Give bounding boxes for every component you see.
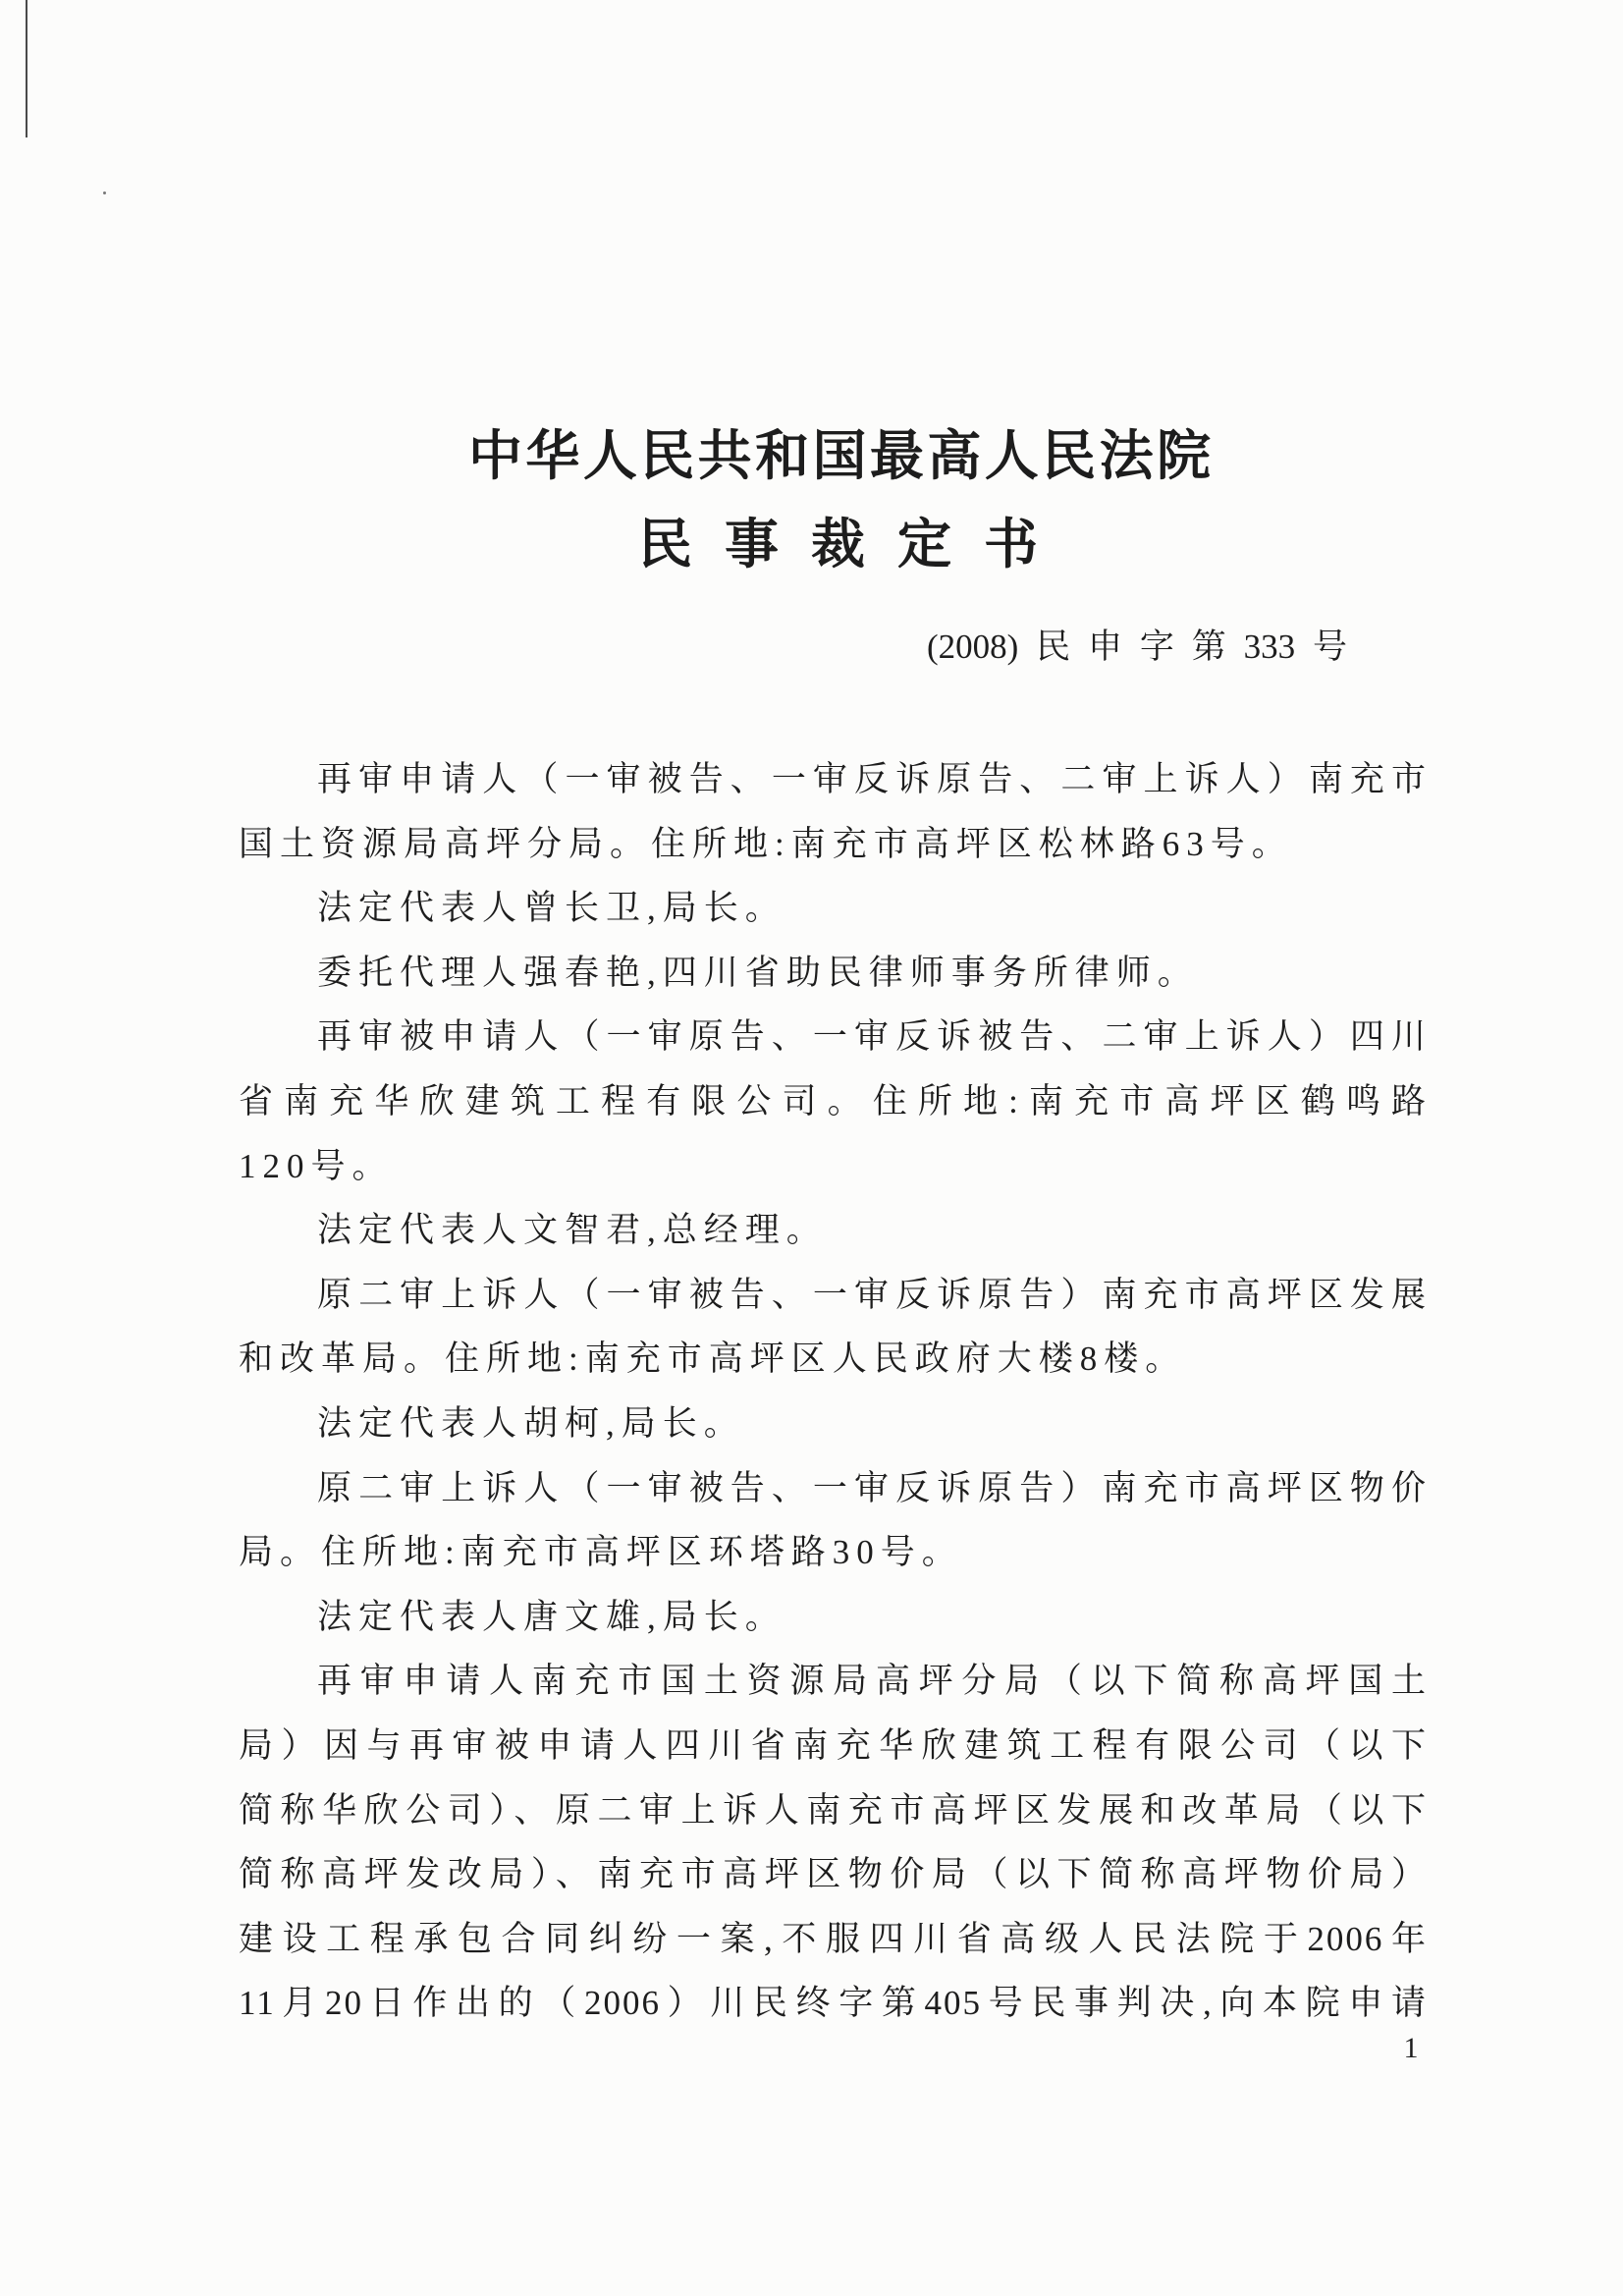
text-line: 法定代表人胡柯,局长。 [317,1403,745,1443]
scan-edge-mark [26,0,27,137]
text-line: 和改革局。住所地:南充市高坪区人民政府大楼8楼。 [239,1339,1187,1379]
paragraph-case-summary [239,1649,1428,2036]
text-line: 120号。 [239,1146,394,1185]
paragraph-price-bureau [239,1456,1428,1585]
paragraph-development-bureau-legal-representative [239,1392,1428,1456]
text-line: 局。住所地:南充市高坪区环塔路30号。 [239,1533,963,1572]
page-number: 1 [1403,2032,1419,2064]
text-line: 原二审上诉人（一审被告、一审反诉原告）南充市高坪区物价 [317,1468,1428,1507]
paragraph-applicant-agent [239,941,1428,1006]
document-body [239,747,1428,2036]
text-line: 省南充华欣建筑工程有限公司。住所地:南充市高坪区鹤鸣路 [239,1081,1428,1121]
text-line: 简称华欣公司）、原二审上诉人南充市高坪区发展和改革局（以下 [239,1790,1428,1830]
text-line: 法定代表人曾长卫,局长。 [317,889,786,928]
paragraph-respondent-legal-representative [239,1198,1428,1263]
document-type-title: 民事裁定书 [638,515,1038,574]
text-line: 再审申请人南充市国土资源局高坪分局（以下简称高坪国土 [317,1662,1428,1701]
text-line: 再审被申请人（一审原告、一审反诉被告、二审上诉人）四川 [317,1017,1428,1057]
text-line: 原二审上诉人（一审被告、一审反诉原告）南充市高坪区发展 [317,1275,1428,1314]
text-line: 再审申请人（一审被告、一审反诉原告、二审上诉人）南充市 [317,760,1428,798]
case-number: (2008)民申字第333号 [927,628,1347,666]
paragraph-applicant [239,747,1428,876]
text-line: 建设工程承包合同纠纷一案,不服四川省高级人民法院于2006年 [239,1919,1428,1958]
text-line: 法定代表人文智君,总经理。 [317,1211,828,1250]
paragraph-price-bureau-legal-representative [239,1585,1428,1650]
text-line: 法定代表人唐文雄,局长。 [317,1597,786,1636]
scan-speck [103,191,106,194]
text-line: 委托代理人强春艳,四川省助民律师事务所律师。 [317,953,1199,992]
court-name-title: 中华人民共和国最高人民法院 [468,426,1211,486]
paragraph-respondent [239,1005,1428,1198]
paragraph-applicant-legal-representative [239,876,1428,941]
paragraph-development-bureau [239,1263,1428,1392]
text-line: 11月20日作出的（2006）川民终字第405号民事判决,向本院申请 [239,1984,1428,2023]
text-line: 简称高坪发改局）、南充市高坪区物价局（以下简称高坪物价局） [239,1855,1428,1894]
text-line: 局）因与再审被申请人四川省南充华欣建筑工程有限公司（以下 [239,1725,1428,1765]
text-line: 国土资源局高坪分局。住所地:南充市高坪区松林路63号。 [239,824,1293,863]
